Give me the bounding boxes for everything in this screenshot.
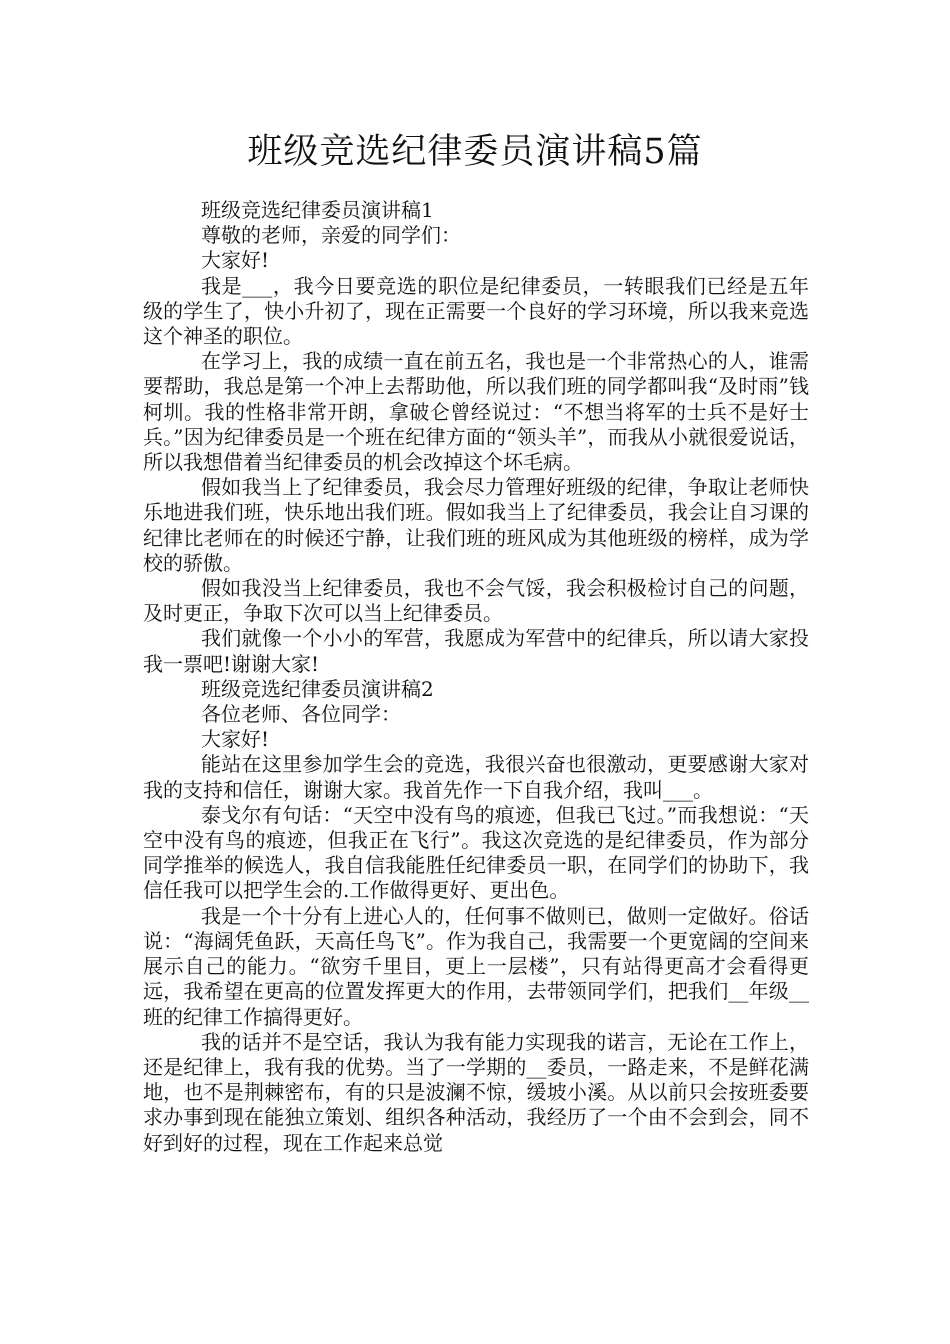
document-title: 班级竞选纪律委员演讲稿5篇 bbox=[247, 132, 703, 172]
paragraph: 我是___，我今日要竞选的职位是纪律委员，一转眼我们已经是五年级的学生了，快小升初了，现在正需要一个良好的学习环境，所以我来竞选这个神圣的职位。 bbox=[143, 273, 809, 349]
paragraph: 尊敬的老师，亲爱的同学们： bbox=[201, 223, 461, 248]
paragraph: 大家好! bbox=[201, 727, 270, 752]
paragraph: 我们就像一个小小的军营，我愿成为军营中的纪律兵，所以请大家投我一票吧!谢谢大家! bbox=[143, 626, 809, 676]
paragraph: 泰戈尔有句话：“天空中没有鸟的痕迹，但我已飞过。”而我想说：“天空中没有鸟的痕迹，但我正在飞行”。我这次竞选的是纪律委员，作为部分同学推举的候选人，我自信我能胜任纪律委员一职，在同学们的协助下，我信任我可以把学生会的.工作做得更好、更出色。 bbox=[143, 802, 809, 903]
paragraph: 大家好! bbox=[201, 248, 270, 273]
paragraph: 班级竞选纪律委员演讲稿1 bbox=[201, 198, 434, 222]
paragraph: 在学习上，我的成绩一直在前五名，我也是一个非常热心的人，谁需要帮助，我总是第一个冲上去帮助他，所以我们班的同学都叫我“及时雨”钱柯圳。我的性格非常开朗，拿破仑曾经说过：“不想当将军的士兵不是好士兵。”因为纪律委员是一个班在纪律方面的“领头羊”，而我从小就很爱说话，所以我想借着当纪律委员的机会改掉这个坏毛病。 bbox=[143, 349, 809, 475]
paragraph: 假如我当上了纪律委员，我会尽力管理好班级的纪律，争取让老师快乐地进我们班，快乐地出我们班。假如我当上了纪律委员，我会让自习课的纪律比老师在的时候还宁静，让我们班的班风成为其他班级的榜样，成为学校的骄傲。 bbox=[143, 475, 809, 575]
paragraph: 班级竞选纪律委员演讲稿2 bbox=[201, 676, 434, 701]
paragraph: 各位老师、各位同学： bbox=[201, 702, 401, 727]
paragraph: 我是一个十分有上进心人的，任何事不做则已，做则一定做好。俗话说：“海阔凭鱼跃，天高任鸟飞”。作为我自己，我需要一个更宽阔的空间来展示自己的能力。“欲穷千里目，更上一层楼”，只有站得更高才会看得更远，我希望在更高的位置发挥更大的作用，去带领同学们，把我们__年级__班的纪律工作搞得更好。 bbox=[143, 903, 809, 1029]
document-body bbox=[143, 198, 809, 1156]
paragraph: 我的话并不是空话，我认为我有能力实现我的诺言，无论在工作上，还是纪律上，我有我的优势。当了一学期的__委员，一路走来，不是鲜花满地，也不是荆棘密布，有的只是波澜不惊，缓坡小溪。从以前只会按班委要求办事到现在能独立策划、组织各种活动，我经历了一个由不会到会，同不好到好的过程，现在工作起来总觉 bbox=[143, 1029, 809, 1155]
paragraph: 能站在这里参加学生会的竞选，我很兴奋也很激动，更要感谢大家对我的支持和信任，谢谢大家。我首先作一下自我介绍，我叫___。 bbox=[143, 752, 809, 802]
paragraph: 假如我没当上纪律委员，我也不会气馁，我会积极检讨自己的问题，及时更正，争取下次可以当上纪律委员。 bbox=[143, 576, 809, 626]
